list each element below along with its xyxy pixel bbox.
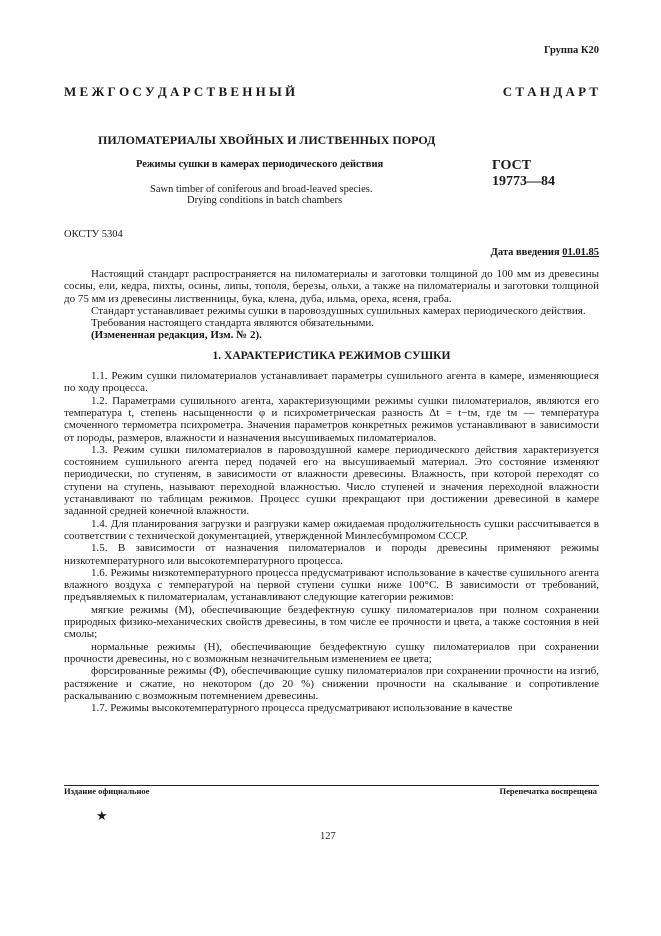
effective-date [491,247,599,258]
amendment-note: (Измененная редакция, Изм. № 2). [91,329,262,342]
clause-1-3: 1.3. Режим сушки пиломатериалов в паровоздушной камере периодического действия характеризуется состоянием сушильного агента перед подачей его на высушиваемый материал. Это состояние изменяют периодически, по ступеням, в зависимости от влажности древесины. Влажность, при которой переходят со ступени на ступень, называют переходной влажностью. Число ступеней и значения переходной влажности устанавливают по таблицам режимов. Процесс сушки прекращают при достижении древесиной в камере заданной средней конечной влажности. [64,443,599,518]
clause-1-2: 1.2. Параметрами сушильного агента, характеризующими режимы сушки пиломатериалов, являются его температура t, степень насыщенности φ и психрометрическая разность Δt = t−tм, где tм — температура смоченного термометра психрометра. Значения параметров конкретных режимов устанавливают в зависимости от породы, размеров, влажности и назначения высушиваемых пиломатериалов. [64,394,599,444]
date-label: Дата введения [490,247,560,258]
intro-paragraph: Настоящий стандарт распространяется на пиломатериалы и заготовки толщиной до 100 мм из древесины сосны, ели, кедра, пихты, осины, липы, тополя, березы, ольхи, а также на пиломатериалы и заготовки толщиной до 75 мм из древесины лиственницы, бука, клена, дуба, ильма, ореха, ясеня, граба. [64,268,599,305]
mode-forced: форсированные режимы (Ф), обеспечивающие сушку пиломатериалов при сохранении прочности на изгиб, растяжение и сжатие, но некотором (до 20 %) снижении прочности на скалывание и сопротивление раскалыванию с возможным потемнением древесины. [64,665,599,702]
clause-1-1: 1.1. Режим сушки пиломатериалов устанавливает параметры сушильного агента в камере, изменяющиеся по ходу процесса. [64,370,599,395]
clause-1-7: 1.7. Режимы высокотемпературного процесса предусматривают использование в качестве [91,702,513,715]
intro-paragraph: Требования настоящего стандарта являются обязательными. [91,317,375,330]
gost-label: ГОСТ [492,158,532,173]
clause-1-4: 1.4. Для планирования загрузки и разгрузки камер ожидаемая продолжительность сушки рассчитывается в соответствии с технической документацией, утвержденной Минлесбумпромом СССР. [64,517,599,542]
clause-1-5: 1.5. В зависимости от назначения пиломатериалов и породы древесины применяют режимы низкотемпературного или высокотемпературного процесса. [64,542,599,567]
gost-designation [492,158,555,190]
english-title-line2: Drying conditions in batch chambers [187,195,343,206]
reprint-prohibited-note: Перепечатка воспрещена [499,786,597,796]
mode-normal: нормальные режимы (Н), обеспечивающие бездефектную сушку пиломатериалов при сохранении прочности древесины, но с возможным незначительным изменением ее цвета; [64,640,599,665]
okstu-code: ОКСТУ 5304 [64,229,123,240]
banner-word-standard: С Т А Н Д А Р Т [502,84,598,99]
document-title: ПИЛОМАТЕРИАЛЫ ХВОЙНЫХ И ЛИСТВЕННЫХ ПОРОД [98,133,436,147]
official-edition-note: Издание официальное [64,786,150,796]
gost-number: 19773—84 [492,174,555,189]
intro-paragraph: Стандарт устанавливает режимы сушки в паровоздушных сушильных камерах периодического действия. [91,304,586,317]
clause-1-6: 1.6. Режимы низкотемпературного процесса предусматривают использование в качестве сушильного агента влажного воздуха с температурой на первой ступени сушки ниже 100°С. В зависимости от требований, предъявляемых к пиломатериалам, устанавливают следующие категории режимов: [64,566,599,604]
banner-word-interstate: М Е Ж Г О С У Д А Р С Т В Е Н Н Ы Й [64,84,296,99]
mode-mild: мягкие режимы (М), обеспечивающие бездефектную сушку пиломатериалов при полном сохранении природных физико-механических свойств древесины, в том числе ее прочности и цвета, а также состояния в ней смолы; [64,603,599,641]
standard-banner [64,84,598,100]
date-value: 01.01.85 [562,247,599,258]
star-icon: ★ [96,808,108,823]
page-number: 127 [320,831,336,842]
english-title-line1: Sawn timber of coniferous and broad-leaved species. [150,184,373,195]
group-code: Группа К20 [543,45,599,56]
document-body [64,268,599,714]
document-subtitle: Режимы сушки в камерах периодического действия [136,159,384,170]
section-heading: 1. ХАРАКТЕРИСТИКА РЕЖИМОВ СУШКИ [212,349,451,362]
